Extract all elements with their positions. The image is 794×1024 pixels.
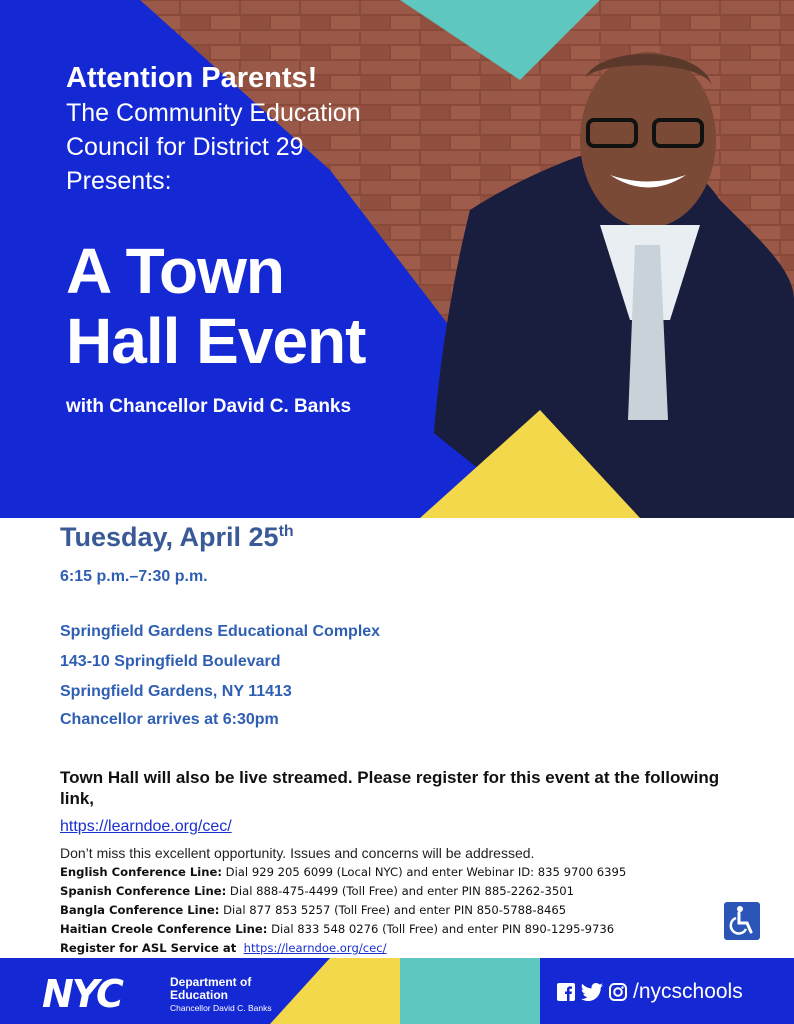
conference-line-haitian-creole (60, 920, 626, 939)
asl-label: Register for ASL Service at (60, 941, 237, 955)
event-date (60, 522, 294, 553)
opportunity-note: Don’t miss this excellent opportunity. Issues and concerns will be addressed. (60, 845, 535, 861)
conference-detail: Dial 888-475-4499 (Toll Free) and enter PIN 885-2262-3501 (226, 884, 574, 898)
presents-line-2: Council for District 29 (66, 133, 304, 161)
livestream-notice: Town Hall will also be live streamed. Please register for this event at the following link, (60, 768, 720, 808)
conference-detail: Dial 877 853 5257 (Toll Free) and enter PIN 850-5788-8465 (219, 903, 567, 917)
wheelchair-accessible-icon (724, 902, 760, 940)
event-title (66, 236, 365, 376)
asl-registration (60, 939, 626, 958)
hero-intro (66, 60, 361, 198)
department-of-education (170, 976, 272, 1014)
instagram-icon[interactable] (609, 983, 627, 1001)
date-suffix: th (278, 523, 294, 540)
event-address (60, 617, 380, 707)
conference-line-bangla (60, 901, 626, 920)
event-date-text: Tuesday, April 25 (60, 522, 279, 552)
address-line-1: Springfield Gardens Educational Complex (60, 623, 381, 640)
social-links (557, 980, 743, 1004)
event-title-line-2: Hall Event (66, 305, 366, 377)
presents-line-3: Presents: (66, 167, 172, 195)
conference-line-english (60, 863, 626, 882)
dept-line-2: Education (170, 988, 229, 1002)
conference-line-spanish (60, 882, 626, 901)
dept-line-1: Department of (170, 975, 252, 989)
dept-line-3: Chancellor David C. Banks (170, 1003, 272, 1013)
wheelchair-icon (727, 905, 757, 937)
twitter-icon[interactable] (581, 983, 603, 1001)
address-line-3: Springfield Gardens, NY 11413 (60, 683, 292, 700)
attention-heading: Attention Parents! (66, 62, 318, 94)
conference-label: English Conference Line: (60, 865, 222, 879)
asl-link[interactable]: https://learndoe.org/cec/ (243, 941, 387, 955)
facebook-icon[interactable] (557, 983, 575, 1001)
conference-detail: Dial 833 548 0276 (Toll Free) and enter PIN 890-1295-9736 (267, 922, 615, 936)
chancellor-arrival: Chancellor arrives at 6:30pm (60, 711, 279, 728)
conference-label: Bangla Conference Line: (60, 903, 220, 917)
conference-label: Spanish Conference Line: (60, 884, 227, 898)
conference-detail: Dial 929 205 6099 (Local NYC) and enter Webinar ID: 835 9700 6395 (221, 865, 627, 879)
event-time: 6:15 p.m.–7:30 p.m. (60, 568, 208, 585)
presents-line-1: The Community Education (66, 99, 361, 127)
social-handle[interactable]: /nycschools (633, 980, 743, 1003)
conference-lines (60, 863, 626, 958)
event-title-line-1: A Town (66, 235, 284, 307)
registration-link[interactable]: https://learndoe.org/cec/ (60, 818, 232, 835)
chancellor-subtitle: with Chancellor David C. Banks (66, 396, 352, 417)
nyc-logo: NYC (42, 972, 122, 1016)
conference-label: Haitian Creole Conference Line: (60, 922, 268, 936)
address-line-2: 143-10 Springfield Boulevard (60, 653, 281, 670)
